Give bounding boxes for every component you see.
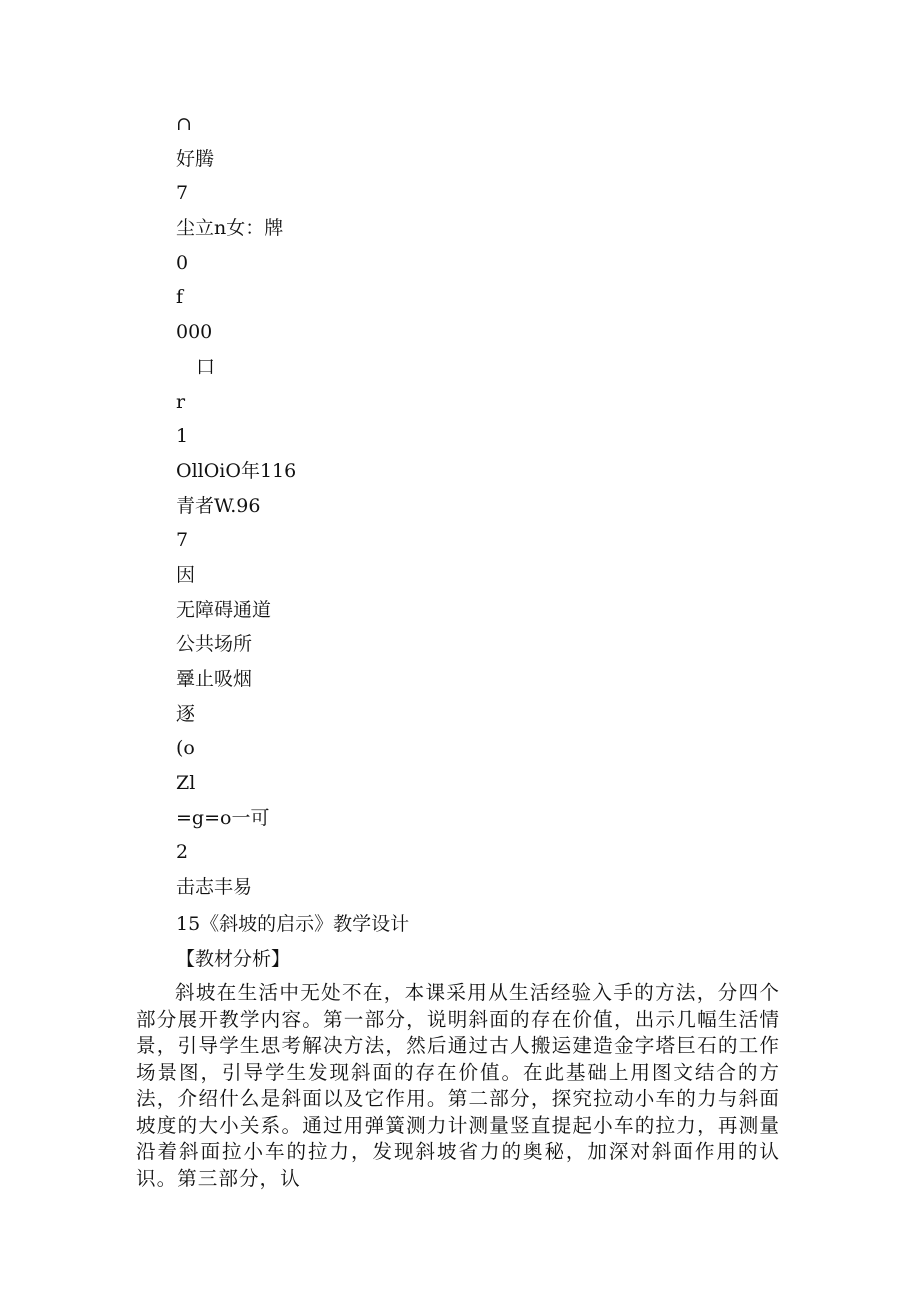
ocr-fragment: 1 [176,425,189,448]
ocr-fragment: 尘立n女：牌 [176,217,284,240]
ocr-fragment: (o [176,737,195,760]
ocr-fragment: 因 [176,563,196,586]
section-heading: 【教材分析】 [176,948,291,970]
document-title: 15《斜坡的启示》教学设计 [176,913,410,935]
ocr-fragment: 无障碍通道 [176,598,272,621]
ocr-fragment: 2 [176,841,189,864]
ocr-fragment: 好腾 [176,147,215,170]
ocr-fragment: f [176,286,184,309]
ocr-fragment: 7 [176,182,189,205]
ocr-fragment: r [176,390,186,413]
ocr-fragment: OllOiO年116 [176,459,297,482]
ocr-fragment: 0 [176,251,189,274]
ocr-fragment: 击志丰易 [176,876,253,899]
body-paragraph: 斜坡在生活中无处不在，本课采用从生活经验入手的方法，分四个部分展开教学内容。第一部分，说明斜面的存在价值，出示几幅生活情景，引导学生思考解决方法，然后通过古人搬运建造金字塔巨石的工作场景图，引导学生发现斜面的存在价值。在此基础上用图文结合的方法，介绍什么是斜面以及它作用。第二部分，探究拉动小车的力与斜面坡度的大小关系。通过用弹簧测力计测量竖直提起小车的拉力，再测量沿着斜面拉小车的拉力，发现斜坡省力的奥秘，加深对斜面作用的认识。第三部分，认 [136,981,780,1190]
ocr-fragment: 000 [176,321,213,344]
ocr-fragment: 逐 [176,702,196,725]
ocr-fragment: ∩ [176,113,192,135]
ocr-fragment: Zl [176,772,196,795]
ocr-fragment: 青者W.96 [176,494,261,517]
ocr-fragment: =g=o一可 [176,806,270,829]
ocr-fragment-list [176,107,776,905]
ocr-fragment: 口 [196,355,216,378]
ocr-fragment: 鞷止吸烟 [176,668,253,690]
ocr-fragment: 7 [176,529,189,552]
ocr-fragment: 公共场所 [176,633,253,656]
